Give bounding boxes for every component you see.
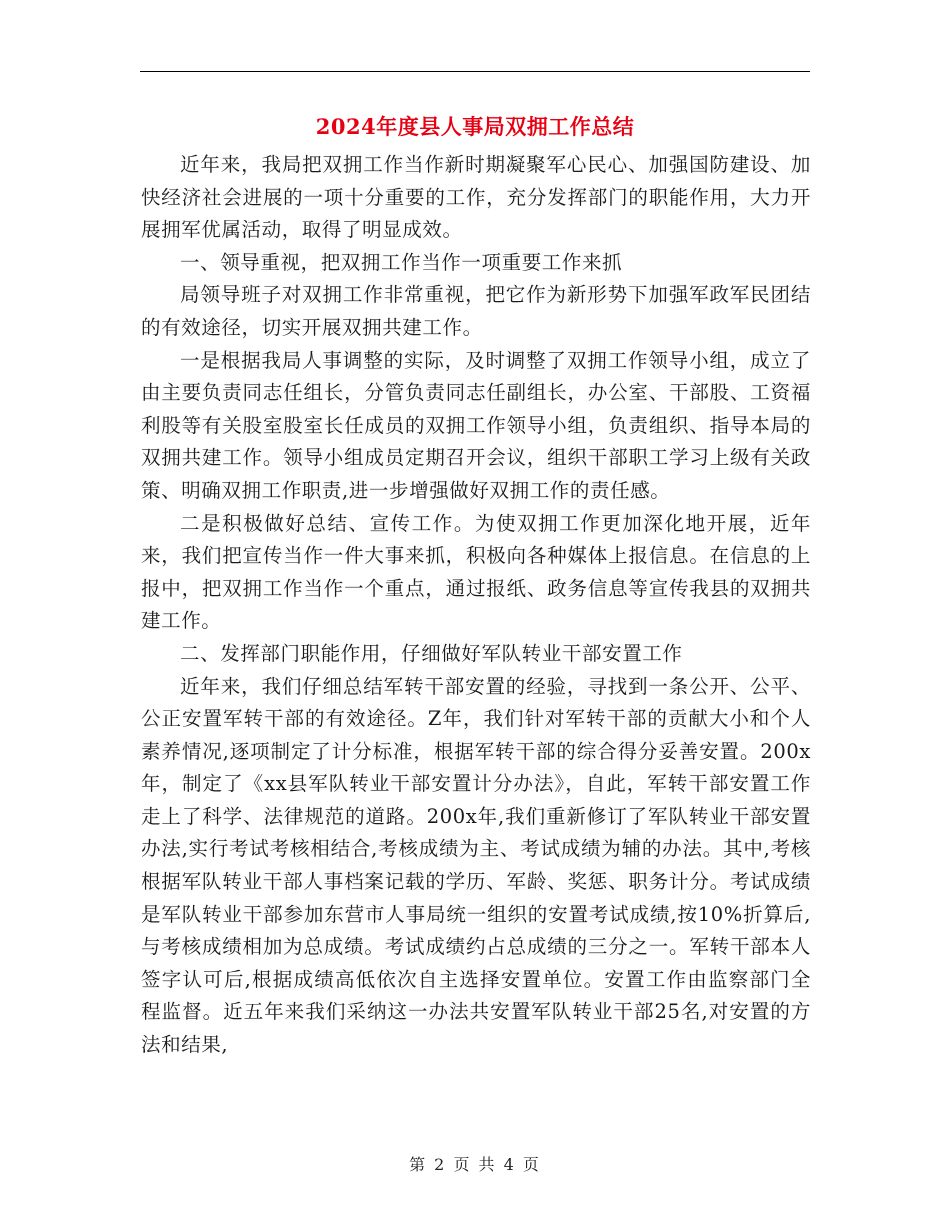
- section-heading-2: 二、发挥部门职能作用，仔细做好军队转业干部安置工作: [180, 641, 683, 665]
- paragraph-resettlement: 近年来，我们仔细总结军转干部安置的经验，寻找到一条公开、公平、公正安置军转干部的有效途径。Z年，我们针对军转干部的贡献大小和个人素养情况,逐项制定了计分标准，根据军转干部的综合得分妥善安置。200x年，制定了《xx县军队转业干部安置计分办法》，自此，军转干部安置工作走上了科学、法律规范的道路。200x年,我们重新修订了军队转业干部安置办法,实行考试考核相结合,考核成绩为主、考试成绩为辅的办法。其中,考核根据军队转业干部人事档案记载的学历、军龄、奖惩、职务计分。考试成绩是军队转业干部参加东营市人事局统一组织的安置考试成绩,按10%折算后,与考核成绩相加为总成绩。考试成绩约占总成绩的三分之一。军转干部本人签字认可后,根据成绩高低依次自主选择安置单位。安置工作由监察部门全程监督。近五年来我们采纳这一办法共安置军队转业干部25名,对安置的方法和结果,: [141, 674, 811, 1057]
- paragraph-point-two: 二是积极做好总结、宣传工作。为使双拥工作更加深化地开展，近年来，我们把宣传当作一件大事来抓，积极向各种媒体上报信息。在信息的上报中，把双拥工作当作一个重点，通过报纸、政务信息等宣传我县的双拥共建工作。: [141, 511, 811, 633]
- section-heading-1: 一、领导重视，把双拥工作当作一项重要工作来抓: [180, 250, 623, 274]
- paragraph-intro: 近年来，我局把双拥工作当作新时期凝聚军心民心、加强国防建设、加快经济社会进展的一项十分重要的工作，充分发挥部门的职能作用，大力开展拥军优属活动，取得了明显成效。: [141, 153, 811, 242]
- page-number: 第 2 页 共 4 页: [409, 1155, 541, 1174]
- document-body: [141, 149, 811, 1062]
- paragraph-point-one: 一是根据我局人事调整的实际，及时调整了双拥工作领导小组，成立了由主要负责同志任组长，分管负责同志任副组长，办公室、干部股、工资福利股等有关股室股室长任成员的双拥工作领导小组，负责组织、指导本局的双拥共建工作。领导小组成员定期召开会议，组织干部职工学习上级有关政策、明确双拥工作职责,进一步增强做好双拥工作的责任感。: [141, 348, 811, 502]
- document-title: 2024年度县人事局双拥工作总结: [315, 114, 635, 139]
- paragraph-leadership: 局领导班子对双拥工作非常重视，把它作为新形势下加强军政军民团结的有效途径，切实开展双拥共建工作。: [141, 283, 811, 339]
- header-rule: [140, 71, 810, 72]
